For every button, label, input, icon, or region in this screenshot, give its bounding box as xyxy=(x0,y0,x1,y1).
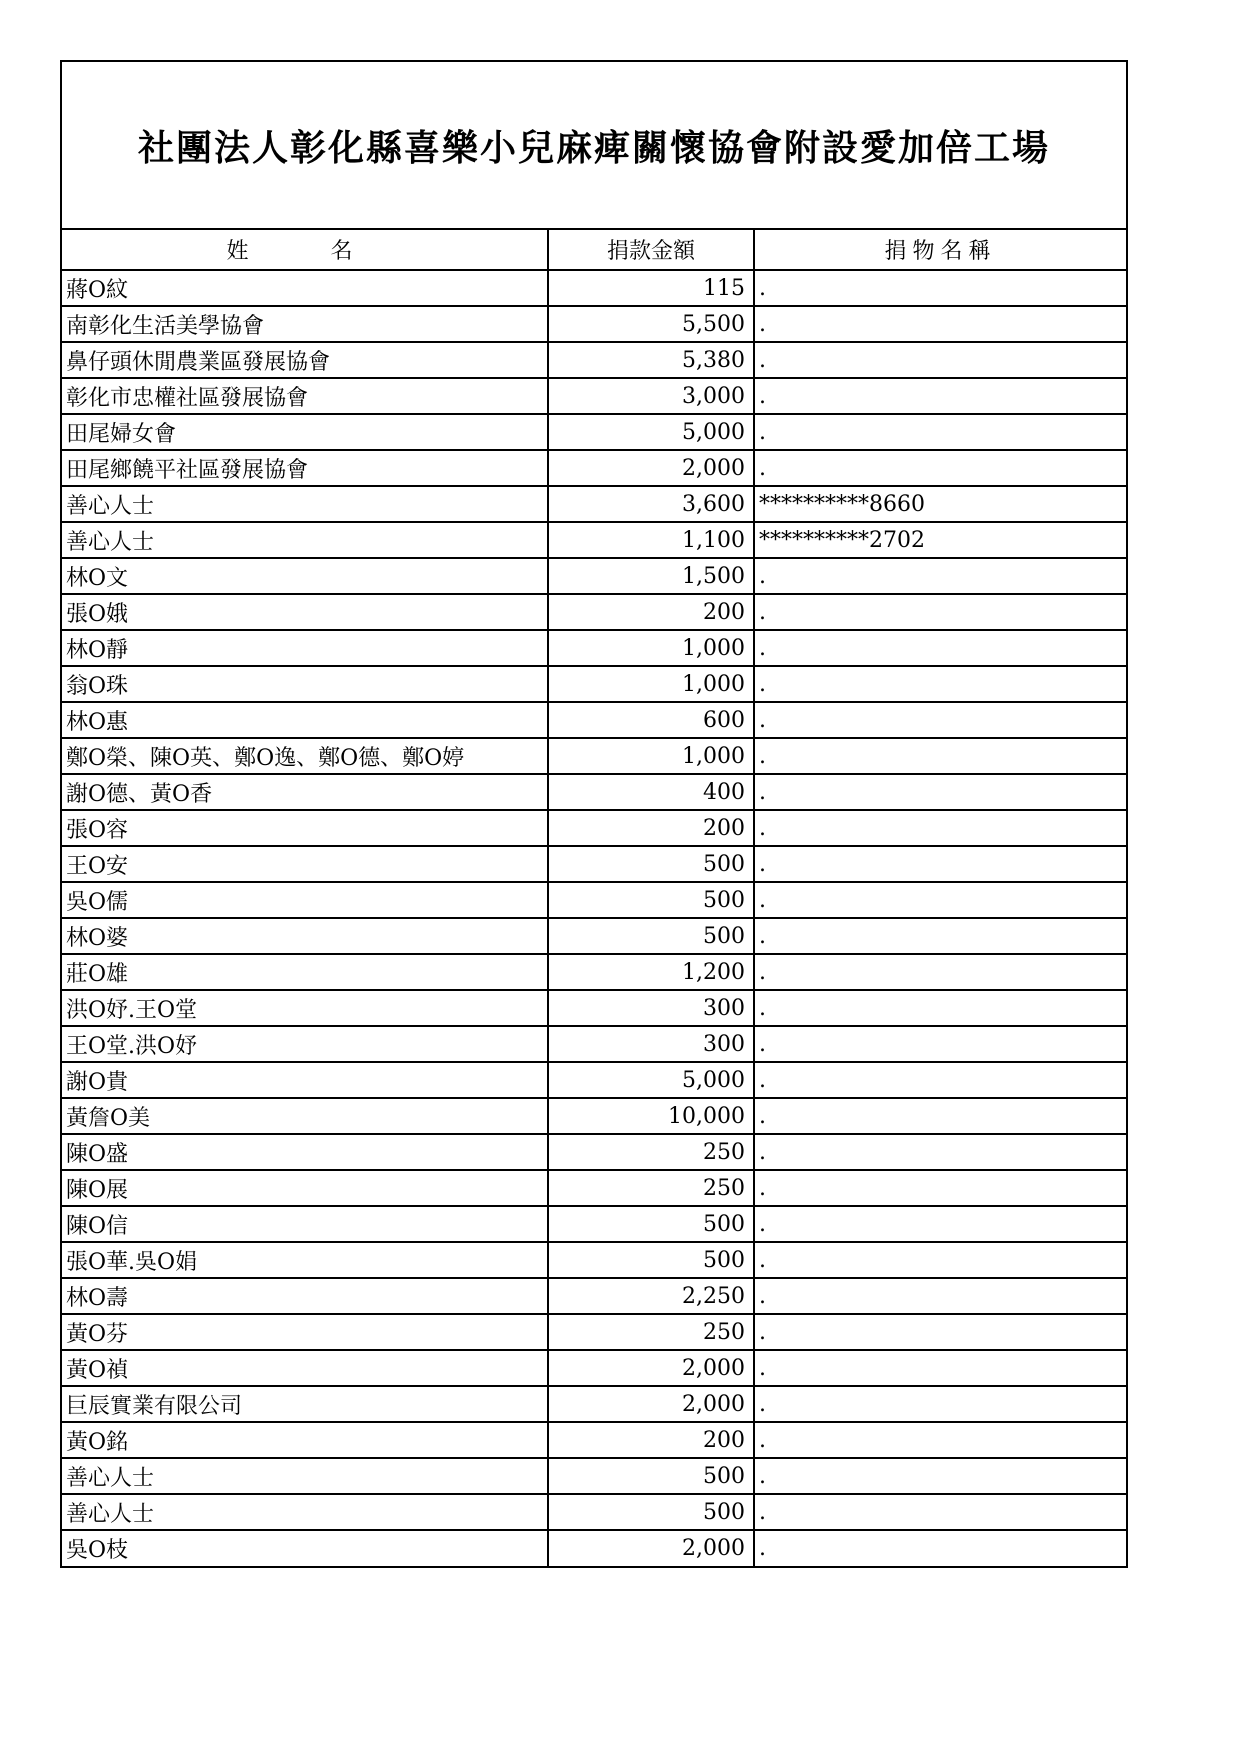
item-cell: . xyxy=(754,1134,1126,1170)
table-row xyxy=(62,810,1126,846)
amount-cell: 1,000 xyxy=(548,666,754,702)
table-row xyxy=(62,990,1126,1026)
table-row xyxy=(62,1242,1126,1278)
amount-cell: 200 xyxy=(548,1422,754,1458)
amount-cell: 500 xyxy=(548,846,754,882)
item-cell: . xyxy=(754,1494,1126,1530)
table-row xyxy=(62,1422,1126,1458)
table-row xyxy=(62,954,1126,990)
amount-cell: 2,000 xyxy=(548,1350,754,1386)
amount-cell: 200 xyxy=(548,810,754,846)
item-cell: . xyxy=(754,1422,1126,1458)
item-cell: . xyxy=(754,738,1126,774)
amount-cell: 500 xyxy=(548,1242,754,1278)
column-header-item: 捐物名稱 xyxy=(754,230,1126,270)
name-cell: 林O婆 xyxy=(62,918,548,954)
amount-cell: 5,000 xyxy=(548,1062,754,1098)
name-cell: 陳O展 xyxy=(62,1170,548,1206)
name-cell: 洪O妤.王O堂 xyxy=(62,990,548,1026)
table-row xyxy=(62,1386,1126,1422)
table-row xyxy=(62,558,1126,594)
item-cell: . xyxy=(754,1026,1126,1062)
name-cell: 黃O芬 xyxy=(62,1314,548,1350)
amount-cell: 250 xyxy=(548,1170,754,1206)
item-cell: . xyxy=(754,594,1126,630)
item-cell: . xyxy=(754,1098,1126,1134)
table-row xyxy=(62,1098,1126,1134)
item-cell: . xyxy=(754,342,1126,378)
table-row xyxy=(62,1530,1126,1566)
amount-cell: 500 xyxy=(548,918,754,954)
amount-cell: 200 xyxy=(548,594,754,630)
table-row xyxy=(62,630,1126,666)
name-cell: 張O容 xyxy=(62,810,548,846)
name-cell: 謝O德、黃O香 xyxy=(62,774,548,810)
amount-cell: 115 xyxy=(548,270,754,306)
amount-cell: 600 xyxy=(548,702,754,738)
table-row xyxy=(62,1494,1126,1530)
name-cell: 王O安 xyxy=(62,846,548,882)
item-cell: . xyxy=(754,1170,1126,1206)
item-cell: . xyxy=(754,918,1126,954)
table-row xyxy=(62,1134,1126,1170)
amount-cell: 500 xyxy=(548,1458,754,1494)
item-cell: . xyxy=(754,846,1126,882)
amount-cell: 300 xyxy=(548,990,754,1026)
name-cell: 翁O珠 xyxy=(62,666,548,702)
table-row xyxy=(62,738,1126,774)
name-cell: 善心人士 xyxy=(62,1458,548,1494)
item-cell: . xyxy=(754,882,1126,918)
table-row xyxy=(62,594,1126,630)
table-row xyxy=(62,414,1126,450)
title-box xyxy=(62,62,1126,230)
table-row xyxy=(62,1062,1126,1098)
item-cell: **********8660 xyxy=(754,486,1126,522)
item-cell: **********2702 xyxy=(754,522,1126,558)
amount-cell: 3,600 xyxy=(548,486,754,522)
table-row xyxy=(62,1170,1126,1206)
table-row xyxy=(62,702,1126,738)
amount-cell: 250 xyxy=(548,1314,754,1350)
name-cell: 張O華.吳O娟 xyxy=(62,1242,548,1278)
amount-cell: 2,000 xyxy=(548,1386,754,1422)
name-cell: 田尾婦女會 xyxy=(62,414,548,450)
name-cell: 林O文 xyxy=(62,558,548,594)
amount-cell: 500 xyxy=(548,882,754,918)
table-row xyxy=(62,1350,1126,1386)
column-header-name: 姓 名 xyxy=(62,230,548,270)
item-cell: . xyxy=(754,414,1126,450)
item-cell: . xyxy=(754,666,1126,702)
item-cell: . xyxy=(754,954,1126,990)
name-cell: 田尾鄉饒平社區發展協會 xyxy=(62,450,548,486)
item-cell: . xyxy=(754,378,1126,414)
table-row xyxy=(62,306,1126,342)
item-cell: . xyxy=(754,306,1126,342)
name-cell: 林O惠 xyxy=(62,702,548,738)
donation-sheet xyxy=(60,60,1128,1568)
name-cell: 鄭O榮、陳O英、鄭O逸、鄭O德、鄭O婷 xyxy=(62,738,548,774)
amount-cell: 5,380 xyxy=(548,342,754,378)
table-row xyxy=(62,882,1126,918)
name-cell: 陳O信 xyxy=(62,1206,548,1242)
name-cell: 善心人士 xyxy=(62,486,548,522)
amount-cell: 5,500 xyxy=(548,306,754,342)
amount-cell: 10,000 xyxy=(548,1098,754,1134)
table-row xyxy=(62,1458,1126,1494)
item-cell: . xyxy=(754,450,1126,486)
item-cell: . xyxy=(754,558,1126,594)
item-cell: . xyxy=(754,1386,1126,1422)
amount-cell: 1,500 xyxy=(548,558,754,594)
name-cell: 林O靜 xyxy=(62,630,548,666)
name-cell: 南彰化生活美學協會 xyxy=(62,306,548,342)
item-cell: . xyxy=(754,1458,1126,1494)
item-cell: . xyxy=(754,810,1126,846)
table-row xyxy=(62,1278,1126,1314)
amount-cell: 2,000 xyxy=(548,1530,754,1566)
table-row xyxy=(62,1206,1126,1242)
name-cell: 彰化市忠權社區發展協會 xyxy=(62,378,548,414)
item-cell: . xyxy=(754,774,1126,810)
amount-cell: 2,250 xyxy=(548,1278,754,1314)
name-cell: 吳O儒 xyxy=(62,882,548,918)
table-row xyxy=(62,270,1126,306)
table-row xyxy=(62,450,1126,486)
column-header-amount: 捐款金額 xyxy=(548,230,754,270)
name-cell: 莊O雄 xyxy=(62,954,548,990)
amount-cell: 500 xyxy=(548,1494,754,1530)
table-row xyxy=(62,522,1126,558)
donation-table xyxy=(62,230,1126,1566)
amount-cell: 1,000 xyxy=(548,630,754,666)
table-row xyxy=(62,918,1126,954)
table-row xyxy=(62,1026,1126,1062)
amount-cell: 2,000 xyxy=(548,450,754,486)
amount-cell: 1,000 xyxy=(548,738,754,774)
table-row xyxy=(62,378,1126,414)
item-cell: . xyxy=(754,1278,1126,1314)
name-cell: 吳O枝 xyxy=(62,1530,548,1566)
item-cell: . xyxy=(754,1530,1126,1566)
item-cell: . xyxy=(754,630,1126,666)
item-cell: . xyxy=(754,1314,1126,1350)
table-body xyxy=(62,270,1126,1566)
name-cell: 張O娥 xyxy=(62,594,548,630)
name-cell: 王O堂.洪O妤 xyxy=(62,1026,548,1062)
amount-cell: 1,100 xyxy=(548,522,754,558)
name-cell: 善心人士 xyxy=(62,522,548,558)
name-cell: 鼻仔頭休閒農業區發展協會 xyxy=(62,342,548,378)
amount-cell: 400 xyxy=(548,774,754,810)
table-row xyxy=(62,666,1126,702)
name-cell: 林O壽 xyxy=(62,1278,548,1314)
name-cell: 黃O禎 xyxy=(62,1350,548,1386)
table-row xyxy=(62,1314,1126,1350)
name-cell: 善心人士 xyxy=(62,1494,548,1530)
item-cell: . xyxy=(754,990,1126,1026)
item-cell: . xyxy=(754,1206,1126,1242)
amount-cell: 250 xyxy=(548,1134,754,1170)
item-cell: . xyxy=(754,1062,1126,1098)
amount-cell: 300 xyxy=(548,1026,754,1062)
amount-cell: 1,200 xyxy=(548,954,754,990)
name-cell: 巨辰實業有限公司 xyxy=(62,1386,548,1422)
table-row xyxy=(62,846,1126,882)
table-row xyxy=(62,486,1126,522)
amount-cell: 3,000 xyxy=(548,378,754,414)
name-cell: 謝O貴 xyxy=(62,1062,548,1098)
name-cell: 黃O銘 xyxy=(62,1422,548,1458)
name-cell: 黃詹O美 xyxy=(62,1098,548,1134)
item-cell: . xyxy=(754,702,1126,738)
page-title: 社團法人彰化縣喜樂小兒麻痺關懷協會附設愛加倍工場 xyxy=(137,126,1050,169)
table-header-row xyxy=(62,230,1126,270)
item-cell: . xyxy=(754,1242,1126,1278)
name-cell: 陳O盛 xyxy=(62,1134,548,1170)
amount-cell: 500 xyxy=(548,1206,754,1242)
item-cell: . xyxy=(754,270,1126,306)
table-row xyxy=(62,774,1126,810)
name-cell: 蔣O紋 xyxy=(62,270,548,306)
item-cell: . xyxy=(754,1350,1126,1386)
amount-cell: 5,000 xyxy=(548,414,754,450)
table-row xyxy=(62,342,1126,378)
